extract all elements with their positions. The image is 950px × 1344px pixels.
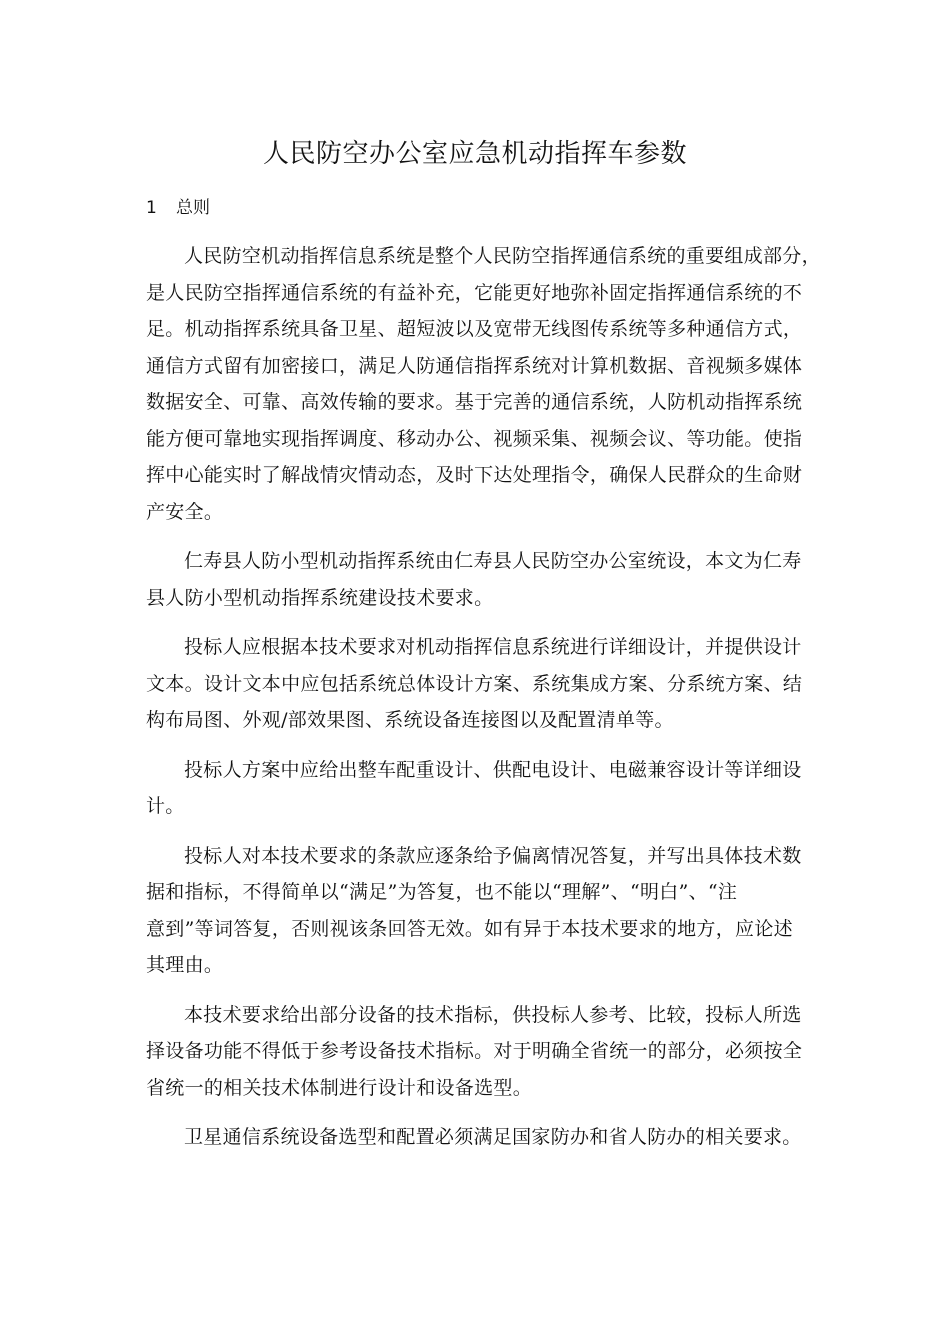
paragraph-line: 通信方式留有加密接口，满足人防通信指挥系统对计算机数据、音视频多媒体 — [146, 354, 803, 377]
paragraph-line: 足。机动指挥系统具备卫星、超短波以及宽带无线图传系统等多种通信方式， — [146, 318, 803, 340]
paragraph-line: 人民防空机动指挥信息系统是整个人民防空指挥通信系统的重要组成部分， — [184, 245, 821, 267]
paragraph-line: 计。 — [146, 795, 185, 817]
paragraph-line: 投标人应根据本技术要求对机动指挥信息系统进行详细设计，并提供设计 — [184, 636, 802, 658]
paragraph-line: 挥中心能实时了解战情灾情动态，及时下达处理指令，确保人民群众的生命财 — [146, 464, 803, 486]
body-paragraph — [146, 752, 806, 825]
body-paragraph — [146, 543, 806, 616]
body-paragraph — [146, 1119, 806, 1156]
paragraph-line: 卫星通信系统设备选型和配置必须满足国家防办和省人防办的相关要求。 — [184, 1126, 802, 1148]
body-paragraph — [146, 629, 806, 739]
paragraph-line: 投标人方案中应给出整车配重设计、供配电设计、电磁兼容设计等详细设 — [184, 758, 802, 781]
paragraph-line: 仁寿县人防小型机动指挥系统由仁寿县人民防空办公室统设，本文为仁寿 — [184, 550, 802, 572]
paragraph-line: 本技术要求给出部分设备的技术指标，供投标人参考、比较，投标人所选 — [184, 1003, 802, 1026]
paragraph-line: 据和指标，不得简单以“满足”为答复，也不能以“理解”、“明白”、“注 — [146, 881, 738, 903]
paragraph-line: 择设备功能不得低于参考设备技术指标。对于明确全省统一的部分，必须按全 — [146, 1040, 803, 1062]
paragraph-line: 能方便可靠地实现指挥调度、移动办公、视频采集、视频会议、等功能。使指 — [146, 427, 803, 450]
section-title: 总则 — [176, 198, 210, 218]
paragraph-line: 数据安全、可靠、高效传输的要求。基于完善的通信系统，人防机动指挥系统 — [146, 391, 803, 413]
section-number: 1 — [146, 198, 157, 218]
body-paragraph — [146, 997, 806, 1107]
paragraph-line: 构布局图、外观/部效果图、系统设备连接图以及配置清单等。 — [146, 709, 674, 731]
paragraph-line: 其理由。 — [146, 954, 224, 976]
body-paragraph — [146, 238, 821, 530]
paragraph-line: 县人防小型机动指挥系统建设技术要求。 — [146, 586, 494, 609]
body-paragraph — [146, 838, 806, 984]
paragraph-line: 意到”等词答复，否则视该条回答无效。如有异于本技术要求的地方，应论述 — [146, 917, 793, 940]
paragraph-line: 是人民防空指挥通信系统的有益补充，它能更好地弥补固定指挥通信系统的不 — [146, 281, 803, 304]
paragraph-line: 省统一的相关技术体制进行设计和设备选型。 — [146, 1076, 533, 1099]
paragraph-line: 投标人对本技术要求的条款应逐条给予偏离情况答复，并写出具体技术数 — [184, 844, 802, 867]
document-title: 人民防空办公室应急机动指挥车参数 — [262, 139, 687, 169]
document-body — [146, 238, 821, 1169]
section-heading — [146, 196, 210, 220]
paragraph-line: 产安全。 — [146, 500, 224, 523]
paragraph-line: 文本。设计文本中应包括系统总体设计方案、系统集成方案、分系统方案、结 — [146, 672, 803, 695]
